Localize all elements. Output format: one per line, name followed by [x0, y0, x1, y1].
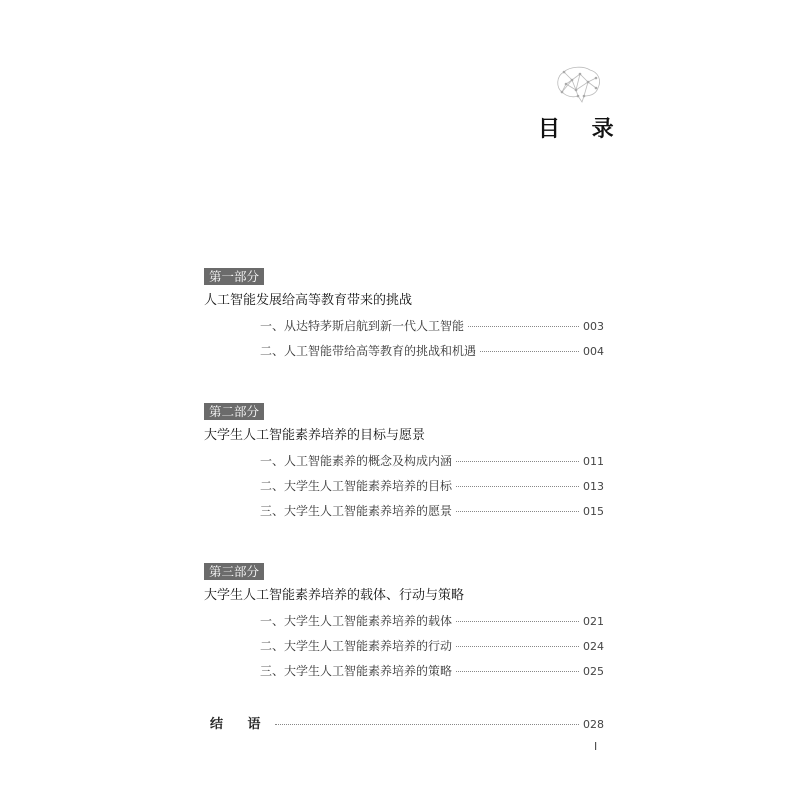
toc-part-1 — [204, 266, 604, 359]
toc-entry-page: 013 — [583, 480, 604, 493]
toc-entry-title: 一、人工智能素养的概念及构成内涵 — [260, 454, 453, 468]
page-title: 目 录 — [538, 117, 626, 142]
dot-leader — [456, 486, 579, 487]
toc-entry[interactable] — [204, 614, 604, 629]
dot-leader — [456, 621, 579, 622]
toc-entry-page: 021 — [583, 615, 604, 628]
toc-part-2 — [204, 401, 604, 519]
toc-entry-title: 二、人工智能带给高等教育的挑战和机遇 — [260, 344, 477, 358]
toc-entry-page: 025 — [583, 665, 604, 678]
dot-leader — [275, 724, 579, 725]
toc-entry[interactable] — [204, 504, 604, 519]
toc-closing-entry[interactable] — [204, 713, 604, 732]
part-heading[interactable]: 大学生人工智能素养培养的目标与愿景 — [204, 428, 426, 443]
table-of-contents — [204, 266, 604, 732]
dot-leader — [456, 511, 579, 512]
closing-title: 结 语 — [210, 717, 271, 732]
closing-page: 028 — [583, 718, 604, 731]
part-heading[interactable]: 大学生人工智能素养培养的载体、行动与策略 — [204, 588, 465, 603]
toc-entry-title: 一、从达特茅斯启航到新一代人工智能 — [260, 319, 465, 333]
dot-leader — [468, 326, 579, 327]
toc-entry-title: 三、大学生人工智能素养培养的愿景 — [260, 504, 453, 518]
dot-leader — [456, 646, 579, 647]
toc-entry-title: 二、大学生人工智能素养培养的行动 — [260, 639, 453, 653]
part-heading[interactable]: 人工智能发展给高等教育带来的挑战 — [204, 293, 413, 308]
brain-network-icon — [552, 62, 604, 110]
toc-entry-title: 三、大学生人工智能素养培养的策略 — [260, 664, 453, 678]
toc-entry-page: 011 — [583, 455, 604, 468]
toc-entry[interactable] — [204, 664, 604, 679]
dot-leader — [456, 671, 579, 672]
toc-entry[interactable] — [204, 344, 604, 359]
part-badge: 第二部分 — [204, 403, 264, 420]
page-number: I — [594, 740, 598, 753]
toc-entry-title: 一、大学生人工智能素养培养的载体 — [260, 614, 453, 628]
dot-leader — [456, 461, 579, 462]
toc-entry[interactable] — [204, 479, 604, 494]
toc-entry[interactable] — [204, 319, 604, 334]
toc-entry[interactable] — [204, 639, 604, 654]
toc-entry-page: 003 — [583, 320, 604, 333]
part-badge: 第一部分 — [204, 268, 264, 285]
dot-leader — [480, 351, 579, 352]
toc-part-3 — [204, 561, 604, 679]
toc-entry-page: 004 — [583, 345, 604, 358]
toc-entry-page: 024 — [583, 640, 604, 653]
toc-entry[interactable] — [204, 454, 604, 469]
toc-entry-page: 015 — [583, 505, 604, 518]
part-badge: 第三部分 — [204, 563, 264, 580]
toc-entry-title: 二、大学生人工智能素养培养的目标 — [260, 479, 453, 493]
